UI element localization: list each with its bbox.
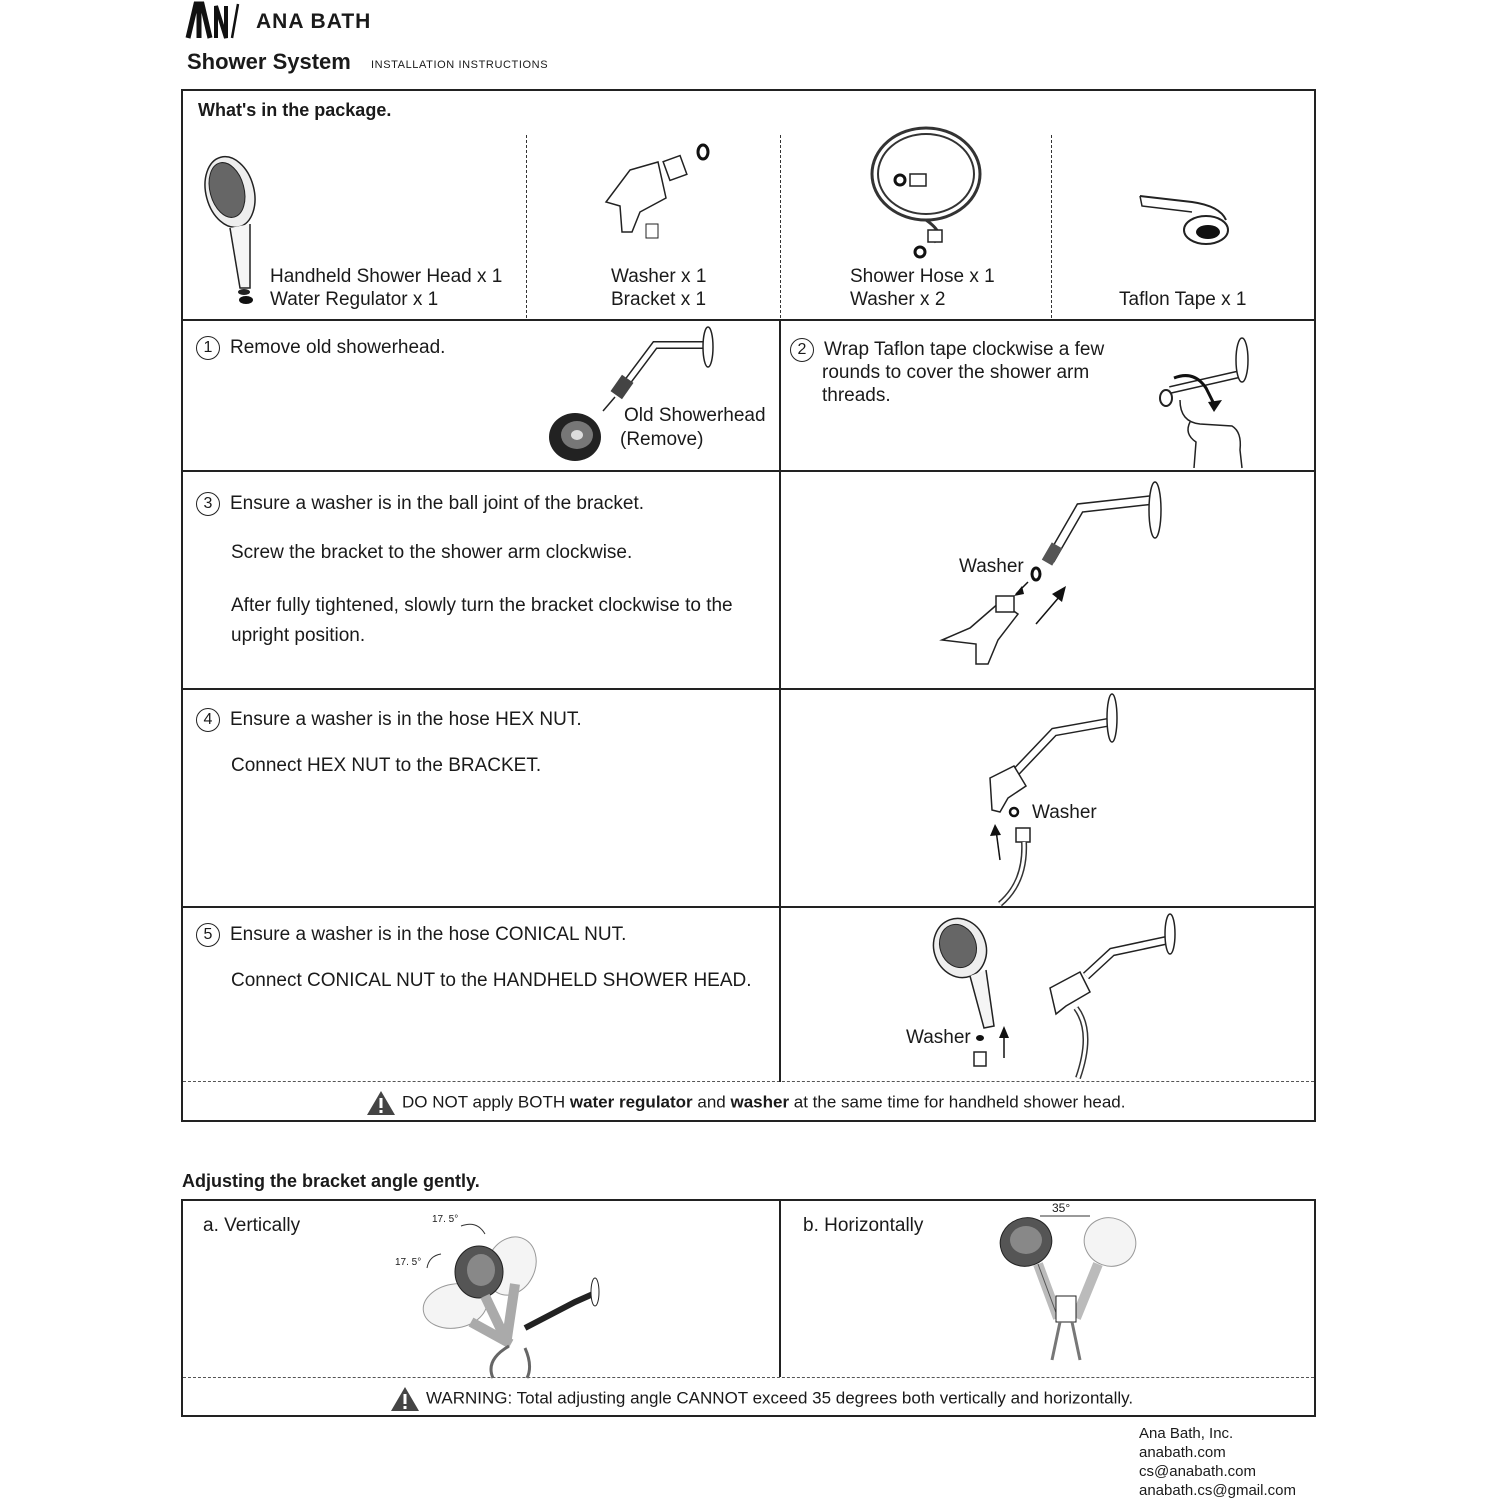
step-number: 4 bbox=[196, 708, 220, 732]
package-item-regulator: Water Regulator x 1 bbox=[270, 289, 439, 310]
horizontal-adjust-image bbox=[994, 1210, 1142, 1362]
email-link[interactable]: anabath.cs@gmail.com bbox=[1139, 1482, 1296, 1499]
contact-info bbox=[1139, 1424, 1296, 1500]
step-number: 3 bbox=[196, 492, 220, 516]
column-divider bbox=[779, 319, 781, 1082]
wrap-tape-image bbox=[1150, 330, 1270, 470]
vertical-angle-label: 17. 5° bbox=[395, 1257, 422, 1268]
column-divider bbox=[779, 1199, 781, 1377]
bracket-install-image bbox=[930, 478, 1170, 678]
step-2-text-line: threads. bbox=[822, 385, 891, 406]
step-2-text-line: rounds to cover the shower arm bbox=[822, 362, 1090, 383]
step-number: 5 bbox=[196, 923, 220, 947]
brand-logo-icon bbox=[186, 2, 248, 40]
divider bbox=[181, 688, 1316, 690]
package-separator bbox=[526, 135, 527, 318]
adjust-heading: Adjusting the bracket angle gently. bbox=[182, 1171, 480, 1191]
page-title: Shower System bbox=[187, 49, 351, 74]
step-1-text: 1 Remove old showerhead. bbox=[196, 336, 445, 360]
step-3-text-line: upright position. bbox=[231, 625, 366, 646]
brand-name: ANA BATH bbox=[256, 10, 372, 33]
package-item-tape: Taflon Tape x 1 bbox=[1119, 289, 1247, 310]
divider bbox=[181, 906, 1316, 908]
step-5-text: 5 Ensure a washer is in the hose CONICAL NUT. bbox=[196, 923, 626, 947]
horizontal-angle-label: 35° bbox=[1052, 1201, 1071, 1215]
step-2-text: 2 Wrap Taflon tape clockwise a few bbox=[790, 338, 1104, 362]
dashed-divider bbox=[183, 1377, 1314, 1378]
bracket-image bbox=[600, 140, 720, 245]
old-showerhead-label: Old Showerhead bbox=[624, 405, 766, 426]
horizontal-label: b. Horizontally bbox=[803, 1215, 924, 1236]
package-heading: What's in the package. bbox=[198, 100, 392, 120]
dashed-divider bbox=[183, 1081, 1314, 1082]
divider bbox=[181, 470, 1316, 472]
email-link[interactable]: cs@anabath.com bbox=[1139, 1463, 1256, 1480]
angle-warning: WARNING: Total adjusting angle CANNOT exceed 35 degrees both vertically and horizontally. bbox=[390, 1386, 1133, 1412]
package-item-washer: Washer x 1 bbox=[611, 266, 707, 287]
package-separator bbox=[1051, 135, 1052, 318]
step-4-text: 4 Ensure a washer is in the hose HEX NUT. bbox=[196, 708, 582, 732]
warning-triangle-icon bbox=[366, 1090, 396, 1116]
handheld-shower-head-image bbox=[200, 152, 270, 308]
package-item-bracket: Bracket x 1 bbox=[611, 289, 707, 310]
hex-nut-install-image bbox=[970, 692, 1130, 906]
package-separator bbox=[780, 135, 781, 318]
washer-label: Washer bbox=[1032, 802, 1097, 823]
step-number: 2 bbox=[790, 338, 814, 362]
warning-triangle-icon bbox=[390, 1386, 420, 1412]
vertical-adjust-image bbox=[415, 1220, 605, 1378]
company-name: Ana Bath, Inc. bbox=[1139, 1425, 1234, 1442]
step-3-text: 3 Ensure a washer is in the ball joint of the bracket. bbox=[196, 492, 644, 516]
step-3-text-line: Screw the bracket to the shower arm clockwise. bbox=[231, 542, 633, 563]
step-number: 1 bbox=[196, 336, 220, 360]
taflon-tape-image bbox=[1136, 190, 1236, 250]
package-item-hose-washers: Washer x 2 bbox=[850, 289, 946, 310]
brand-logo bbox=[186, 2, 372, 40]
divider bbox=[181, 319, 1316, 321]
washer-label: Washer bbox=[906, 1027, 971, 1048]
package-item-hose: Shower Hose x 1 bbox=[850, 266, 995, 287]
conical-nut-install-image bbox=[930, 912, 1180, 1080]
warning-note: DO NOT apply BOTH water regulator and washer at the same time for handheld shower head. bbox=[366, 1090, 1126, 1116]
washer-label: Washer bbox=[959, 556, 1024, 577]
shower-hose-image bbox=[866, 124, 986, 264]
page-subtitle: INSTALLATION INSTRUCTIONS bbox=[371, 59, 549, 71]
step-5-text-line: Connect CONICAL NUT to the HANDHELD SHOWER HEAD. bbox=[231, 970, 752, 991]
step-4-text-line: Connect HEX NUT to the BRACKET. bbox=[231, 755, 542, 776]
adjust-table bbox=[181, 1199, 1316, 1417]
step-3-text-line: After fully tightened, slowly turn the bracket clockwise to the bbox=[231, 595, 733, 616]
website-link[interactable]: anabath.com bbox=[1139, 1444, 1226, 1461]
vertical-label: a. Vertically bbox=[203, 1215, 301, 1236]
remove-label: (Remove) bbox=[620, 429, 704, 450]
vertical-angle-label: 17. 5° bbox=[432, 1214, 459, 1225]
package-item-shower-head: Handheld Shower Head x 1 bbox=[270, 266, 503, 287]
